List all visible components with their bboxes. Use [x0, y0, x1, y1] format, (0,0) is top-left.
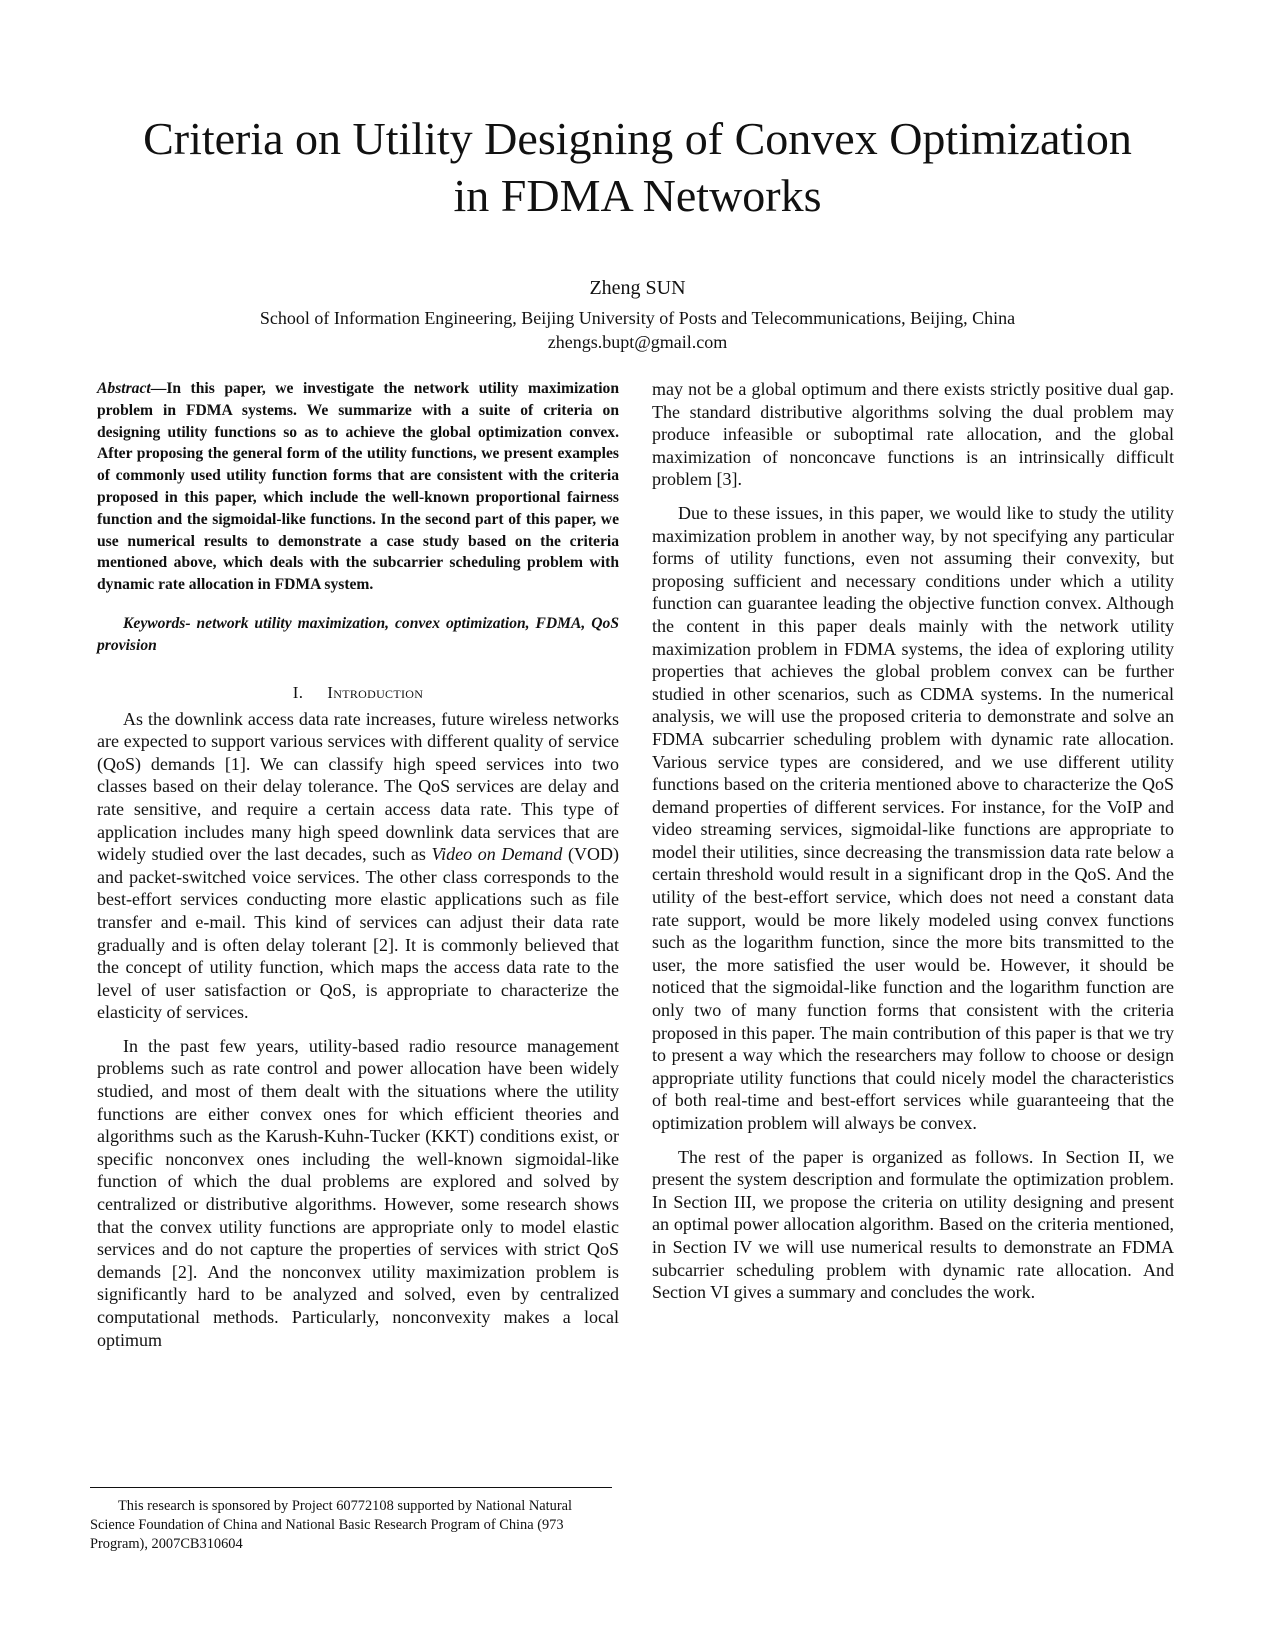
author-name: Zheng SUN — [589, 277, 686, 299]
abstract — [97, 378, 619, 596]
paper-title-line-2: in FDMA Networks — [453, 170, 822, 221]
paper-title-line-1: Criteria on Utility Designing of Convex Optimization — [143, 113, 1132, 164]
keywords: Keywords- network utility maximization, convex optimization, FDMA, QoS provision — [97, 614, 619, 654]
abstract-lead: Abstract — [97, 380, 151, 397]
intro-paragraph-3: Due to these issues, in this paper, we would like to study the utility maximization problem in another way, by not specifying any particular forms of utility functions, even not assuming their convexity, but proposing sufficient and necessary conditions under which a utility function can guarantee leading the objective function convex. Although the content in this paper deals mainly with the network utility maximization problem in FDMA systems, the idea of exploring utility properties that achieves the global problem convex can be further studied in other scenarios, such as CDMA systems. In the numerical analysis, we will use the proposed criteria to demonstrate and solve an FDMA subcarrier scheduling problem with dynamic rate allocation. Various service types are considered, and we use different utility functions based on the criteria mentioned above to characterize the QoS demand properties of different services. For instance, for the VoIP and video streaming services, sigmoidal-like functions are appropriate to model their utilities, since decreasing the transmission data rate below a certain threshold would result in a significant drop in the QoS. And the utility of the best-effort service, which does not need a constant data rate support, would be more likely modeled using convex functions such as the logarithm function, since the more bits transmitted to the user, the more satisfied the user would be. However, it should be noticed that the sigmoidal-like function and the logarithm function are only two of many function forms that consistent with the criteria proposed in this paper. The main contribution of this paper is that we try to present a way which the researchers may follow to choose or design appropriate utility functions that could nicely model the characteristics of both real-time and best-effort services while guaranteeing that the optimization problem will always be convex. — [652, 502, 1174, 1133]
left-column — [97, 378, 619, 1362]
intro-paragraph-1 — [97, 708, 619, 1024]
intro-paragraph-2-continued: may not be a global optimum and there exists strictly positive dual gap. The standard distributive algorithms solving the dual problem may produce infeasible or suboptimal rate allocation, and the global maximization of nonconcave functions is an intrinsically difficult problem [3]. — [652, 379, 1174, 490]
author-email: zhengs.bupt@gmail.com — [547, 332, 728, 352]
section-title-rest: ntroduction — [333, 682, 424, 702]
author-affiliation: School of Information Engineering, Beijing University of Posts and Telecommunications, Beijing, China — [259, 308, 1016, 328]
paper-title — [60, 110, 1215, 224]
intro-paragraph-2: In the past few years, utility-based radio resource management problems such as rate control and power allocation have been widely studied, and most of them dealt with the situations where the utility functions are either convex ones for which efficient theories and algorithms such as the Karush-Kuhn-Tucker (KKT) conditions exist, or specific nonconvex ones including the well-known sigmoidal-like function of which the dual problems are explored and solved by centralized or distributive algorithms. However, some research shows that the convex utility functions are appropriate only to model elastic services and do not capture the properties of services with strict QoS demands [2]. And the nonconvex utility maximization problem is significantly hard to be analyzed and solved, even by centralized computational methods. Particularly, nonconvexity makes a local optimum — [97, 1035, 619, 1350]
abstract-text: In this paper, we investigate the network utility maximization problem in FDMA systems. We summarize with a suite of criteria on designing utility functions so as to achieve the global optimization convex. After proposing the general form of the utility functions, we present examples of commonly used utility function forms that are consistent with the criteria proposed in this paper, which include the well-known proportional fairness function and the sigmoidal-like functions. In the second part of this paper, we use numerical results to demonstrate a case study based on the criteria mentioned above, which deals with the subcarrier scheduling problem with dynamic rate allocation in FDMA system. — [97, 380, 619, 594]
abstract-dash: — — [150, 380, 167, 397]
intro-paragraph-1-italic: Video on Demand — [431, 844, 563, 865]
intro-paragraph-4: The rest of the paper is organized as follows. In Section II, we present the system description and formulate the optimization problem. In Section III, we propose the criteria on utility designing and present an optimal power allocation algorithm. Based on the criteria mentioned, in Section IV we will use numerical results to demonstrate an FDMA subcarrier scheduling problem with dynamic rate allocation. And Section VI gives a summary and concludes the work. — [652, 1146, 1174, 1303]
section-heading-introduction — [97, 682, 619, 704]
footnote: This research is sponsored by Project 60772108 supported by National Natural Science Foundation of China and National Basic Research Program of China (973 Program), 2007CB310604 — [90, 1498, 573, 1552]
intro-paragraph-1-part-a: As the downlink access data rate increases, future wireless networks are expected to support various services with different quality of service (QoS) demands [1]. We can classify high speed services into two classes based on their delay tolerance. The QoS services are delay and rate sensitive, and require a certain access data rate. This type of application includes many high speed downlink data services that are widely studied over the last decades, such as — [97, 708, 619, 865]
section-title-first-letter: I — [327, 682, 334, 702]
section-number: I. — [292, 682, 304, 702]
intro-paragraph-1-part-b: (VOD) and packet-switched voice services. The other class corresponds to the best-effort services conducting more elastic applications such as file transfer and e-mail. This kind of services can adjust their data rate gradually and is often delay tolerant [2]. It is commonly believed that the concept of utility function, which maps the access data rate to the level of user satisfaction or QoS, is appropriate to characterize the elasticity of services. — [97, 844, 619, 1023]
right-column — [652, 378, 1174, 1315]
footnote-rule — [90, 1487, 612, 1488]
